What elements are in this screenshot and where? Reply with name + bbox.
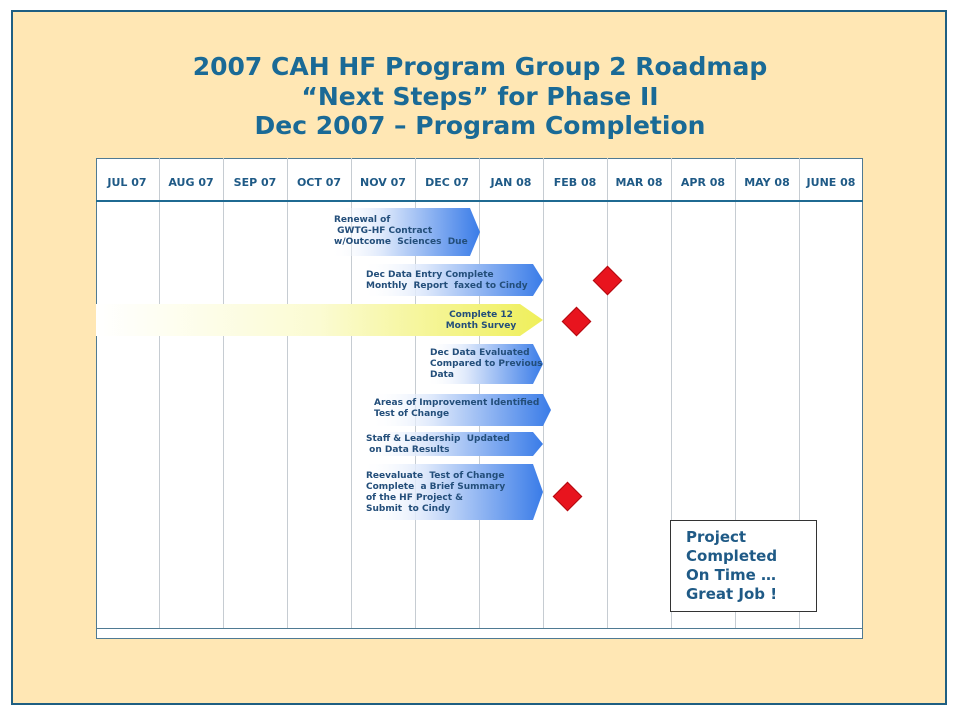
month-feb-08: FEB 08 xyxy=(553,176,597,189)
month-nov-07: NOV 07 xyxy=(360,176,406,189)
task-label-dec-data-entry: Dec Data Entry Complete Monthly Report faxed to Cindy xyxy=(366,270,528,291)
month-apr-08: APR 08 xyxy=(680,176,726,189)
task-label-12-month-survey: Complete 12 Month Survey xyxy=(445,310,517,331)
task-label-reevaluate: Reevaluate Test of Change Complete a Brief Summary of the HF Project & Submit to Cindy xyxy=(366,471,506,514)
completion-line-3: On Time … xyxy=(686,566,777,584)
title-line-2: “Next Steps” for Phase II xyxy=(301,82,659,111)
completion-line-2: Completed xyxy=(686,547,778,565)
task-label-areas-of-improvement: Areas of Improvement Identified Test of Change xyxy=(374,398,540,419)
title-line-1: 2007 CAH HF Program Group 2 Roadmap xyxy=(192,52,768,81)
month-jan-08: JAN 08 xyxy=(490,176,532,189)
month-aug-07: AUG 07 xyxy=(168,176,214,189)
month-june-08: JUNE 08 xyxy=(806,176,856,189)
month-mar-08: MAR 08 xyxy=(615,176,663,189)
task-label-dec-data-evaluated: Dec Data Evaluated Compared to Previous Data xyxy=(430,348,543,380)
month-may-08: MAY 08 xyxy=(744,176,790,189)
month-oct-07: OCT 07 xyxy=(296,176,342,189)
month-jul-07: JUL 07 xyxy=(107,176,147,189)
title-line-3: Dec 2007 – Program Completion xyxy=(254,111,706,140)
task-label-renewal: Renewal of GWTG-HF Contract w/Outcome Sciences Due xyxy=(334,215,468,247)
month-sep-07: SEP 07 xyxy=(233,176,277,189)
task-label-staff-leadership: Staff & Leadership Updated on Data Results xyxy=(366,434,510,455)
completion-line-4: Great Job ! xyxy=(686,585,778,603)
month-dec-07: DEC 07 xyxy=(425,176,469,189)
completion-line-1: Project xyxy=(686,528,747,546)
